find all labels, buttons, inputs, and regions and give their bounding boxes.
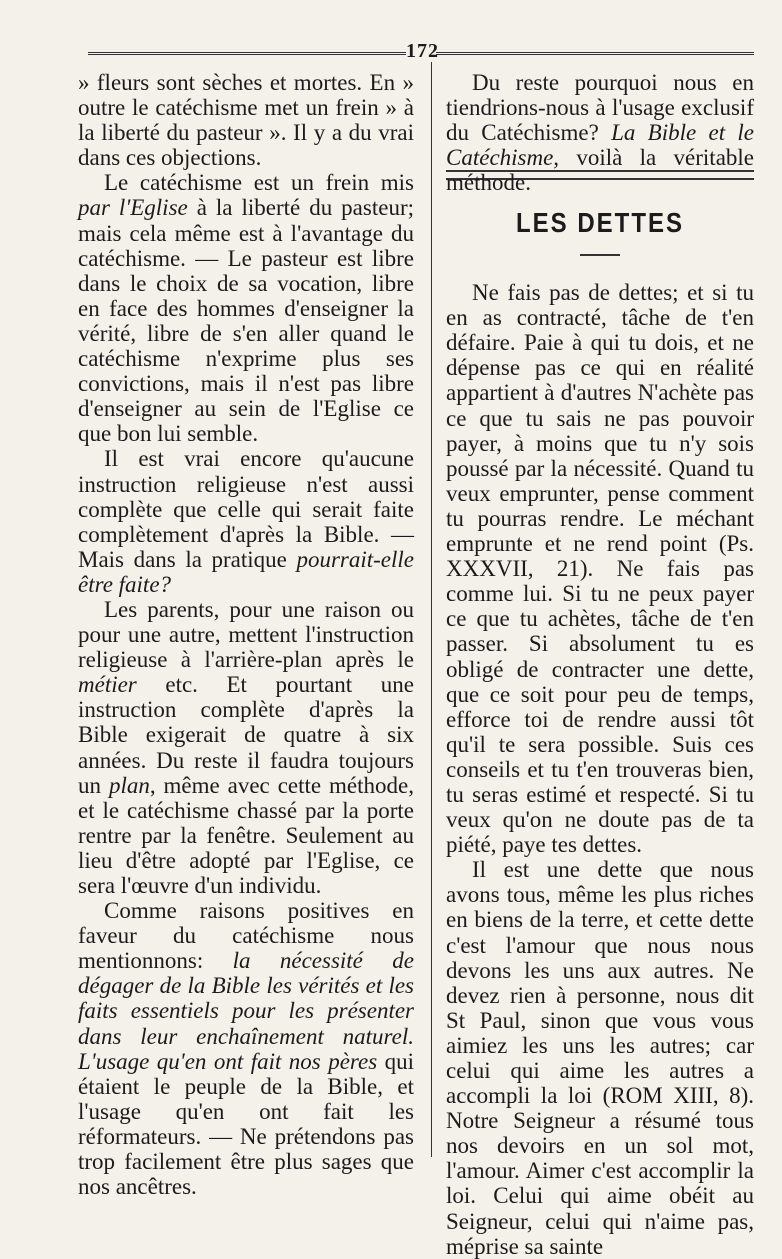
page-header [88, 38, 754, 68]
header-rule-right [436, 52, 754, 55]
paragraph: Ne fais pas de dettes; et si tu en as contracté, tâche de t'en défaire. Paie à qui tu dois, et ne dépense pas ce qui en réalité appartient à d'autres N'achète pas ce que tu sais ne pas pouvoir payer, à moins que tu n'y sois poussé par la nécessité. Quand tu veux emprunter, pense comment tu pourras rendre. Le méchant emprunte et ne rend point (Ps. XXXVII, 21). Ne fais pas comme lui. Si tu ne peux payer ce que tu achètes, tâche de t'en passer. Si absolument tu es obligé de contracter une dette, que ce soit pour peu de temps, efforce toi de rendre aussi tôt qu'il te sera possible. Suis ces conseils et tu t'en trouveras bien, tu seras estimé et respecté. Si tu veux qu'on ne doute pas de ta piété, paye tes dettes. [446, 280, 754, 858]
right-column [446, 70, 754, 1259]
paragraph: Du reste pourquoi nous en tiendrions-nous à l'usage exclusif du Catéchisme? La Bible et le Catéchisme, voilà la véritable méthode. [446, 70, 754, 196]
page-number: 172 [406, 40, 439, 62]
column-separator [431, 62, 432, 1157]
left-column [78, 70, 414, 1199]
paragraph: Il est une dette que nous avons tous, même les plus riches en biens de la terre, et cette dette c'est l'amour que nous nous devons les uns aux autres. Ne devez rien à personne, nous dit St Paul, sinon que vous vous aimiez les uns les autres; car celui qui aime les autres a accompli la loi (ROM XIII, 8). Notre Seigneur a résumé tous nos devoirs en un sol mot, l'amour. Aimer c'est accomplir la loi. Celui qui aime obéit au Seigneur, celui qui n'aime pas, méprise sa sainte [446, 857, 754, 1259]
paragraph: Il est vrai encore qu'aucune instruction religieuse n'est aussi complète que celle qui serait faite complètement d'après la Bible. — Mais dans la pratique pourrait-elle être faite? [78, 446, 414, 597]
paragraph: Le catéchisme est un frein mis par l'Eglise à la liberté du pasteur; mais cela même est à l'avantage du catéchisme. — Le pasteur est libre dans le choix de sa vocation, libre en face des hommes d'enseigner la vérité, libre de s'en aller quand le catéchisme n'exprime plus ses convictions, mais il n'est pas libre d'enseigner au sein de l'Eglise ce que bon lui semble. [78, 170, 414, 447]
paragraph: » fleurs sont sèches et mortes. En » outre le catéchisme met un frein » à la liberté du pasteur ». Il y a du vrai dans ces objections. [78, 70, 414, 171]
paragraph: Les parents, pour une raison ou pour une autre, mettent l'instruction religieuse à l'arrière-plan après le métier etc. Et pourtant une instruction complète d'après la Bible exigerait de quatre à six années. Du reste il faudra toujours un plan, même avec cette méthode, et le catéchisme chassé par la porte rentre par la fenêtre. Seulement au lieu d'être adopté par l'Eglise, ce sera l'œuvre d'un individu. [78, 596, 414, 898]
header-rule-left [88, 52, 406, 55]
section-title: LES DETTES [515, 207, 685, 240]
title-dash [580, 254, 620, 256]
paragraph: Comme raisons positives en faveur du catéchisme nous mentionnons: la nécessité de dégager de la Bible les vérités et les faits essentiels pour les présenter dans leur enchaînement naturel. L'usage qu'en ont fait nos pères qui étaient le peuple de la Bible, et l'usage qu'en ont fait les réformateurs. — Ne prétendons pas trop facilement être plus sages que nos ancêtres. [78, 898, 414, 1200]
